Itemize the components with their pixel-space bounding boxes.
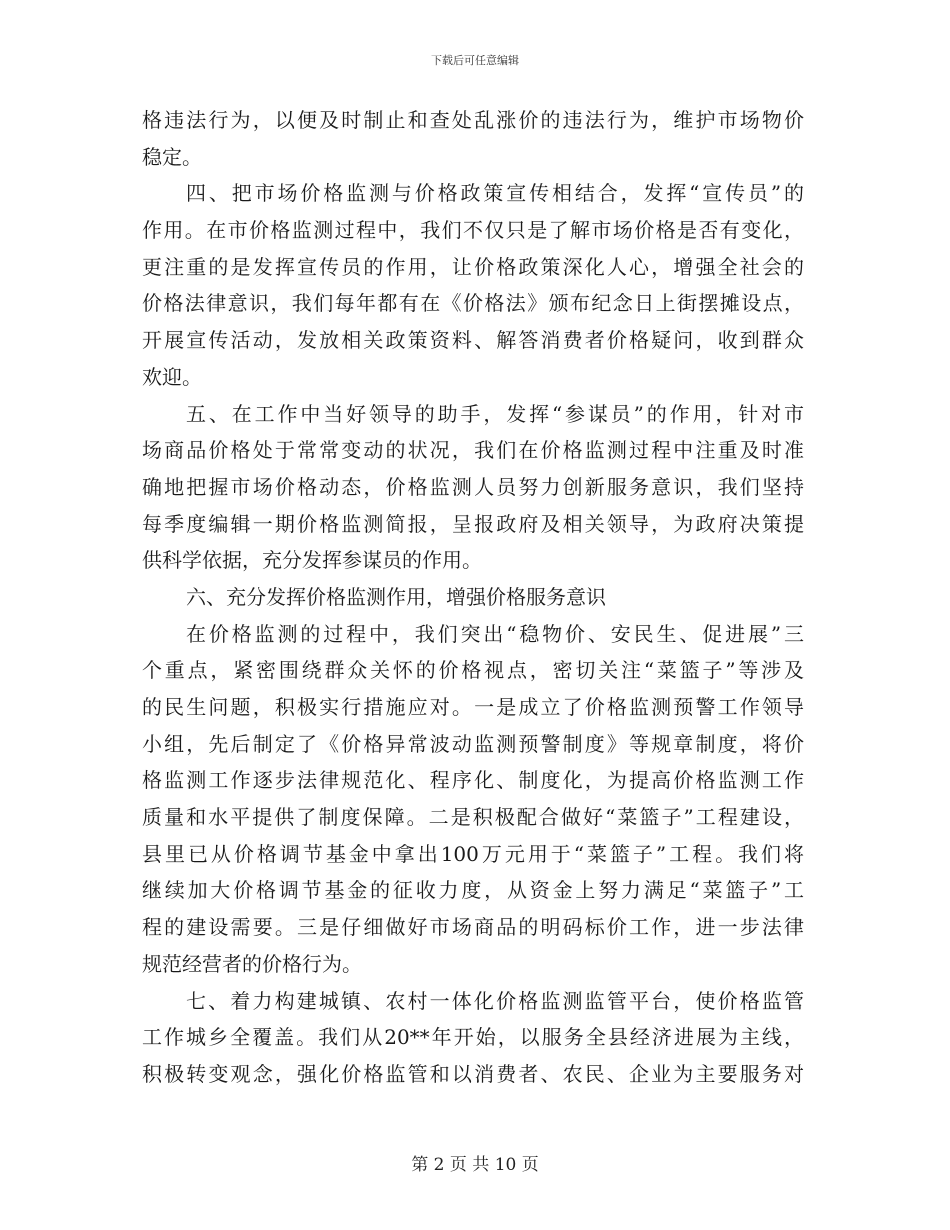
text-line: 开展宣传活动，发放相关政策资料、解答消费者价格疑问，收到群众: [142, 328, 804, 353]
text-line: 的民生问题，积极实行措施应对。一是成立了价格监测预警工作领导: [142, 695, 804, 719]
text-line: 工作城乡全覆盖。我们从20**年开始，以服务全县经济进展为主线，: [142, 1025, 804, 1050]
text-line: 继续加大价格调节基金的征收力度，从资金上努力满足“菜篮子”工: [142, 878, 804, 903]
text-line: 供科学依据，充分发挥参谋员的作用。: [142, 548, 482, 573]
text-line: 七、着力构建城镇、农村一体化价格监测监管平台，使价格监管: [186, 988, 804, 1013]
text-line: 四、把市场价格监测与价格政策宣传相结合，发挥“宣传员”的: [186, 181, 804, 206]
text-line: 在价格监测的过程中，我们突出“稳物价、安民生、促进展”三: [186, 621, 804, 646]
text-line: 个重点，紧密围绕群众关怀的价格视点，密切关注“菜篮子”等涉及: [142, 658, 804, 683]
text-line: 小组，先后制定了《价格异常波动监测预警制度》等规章制度，将价: [142, 731, 804, 756]
text-line: 规范经营者的价格行为。: [142, 951, 362, 976]
text-line: 程的建设需要。三是仔细做好市场商品的明码标价工作，进一步法律: [142, 915, 804, 940]
text-line: 作用。在市价格监测过程中，我们不仅只是了解市场价格是否有变化，: [142, 218, 804, 243]
text-line: 格监测工作逐步法律规范化、程序化、制度化，为提高价格监测工作: [142, 768, 804, 793]
text-line: 县里已从价格调节基金中拿出100万元用于“菜篮子”工程。我们将: [142, 841, 804, 866]
text-line: 更注重的是发挥宣传员的作用，让价格政策深化人心，增强全社会的: [142, 254, 804, 279]
text-line: 价格法律意识，我们每年都有在《价格法》颁布纪念日上街摆摊设点，: [142, 291, 804, 316]
text-line: 五、在工作中当好领导的助手，发挥“参谋员”的作用，针对市: [186, 401, 804, 426]
text-line: 格违法行为，以便及时制止和查处乱涨价的违法行为，维护市场物价: [142, 108, 804, 132]
text-line: 每季度编辑一期价格监测简报，呈报政府及相关领导，为政府决策提: [142, 511, 804, 536]
text-line: 质量和水平提供了制度保障。二是积极配合做好“菜篮子”工程建设，: [142, 805, 804, 830]
page-number: 第 2 页 共 10 页: [411, 1155, 539, 1175]
text-line: 稳定。: [142, 144, 202, 169]
text-line: 欢迎。: [142, 364, 202, 389]
text-line: 场商品价格处于常常变动的状况，我们在价格监测过程中注重及时准: [142, 438, 804, 463]
document-body: [142, 102, 804, 1093]
section-heading: 六、充分发挥价格监测作用，增强价格服务意识: [186, 584, 606, 609]
header-note: 下载后可任意编辑: [431, 54, 519, 67]
text-line: 积极转变观念，强化价格监管和以消费者、农民、企业为主要服务对: [142, 1061, 804, 1086]
text-line: 确地把握市场价格动态，价格监测人员努力创新服务意识，我们坚持: [142, 474, 804, 499]
